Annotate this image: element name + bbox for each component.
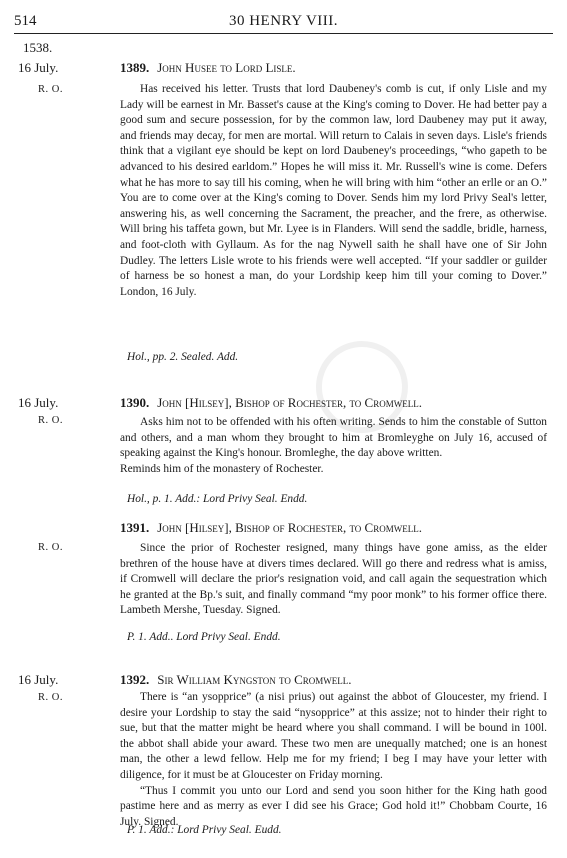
entry-date: 16 July. xyxy=(18,60,59,75)
entry-body xyxy=(120,541,547,619)
entry-heading xyxy=(120,60,296,76)
entry-paragraph: Asks him not to be offended with his often writing. Sends to him the constable of Sutton and others, and a man whom they brought to him at Bromleyghe on July 16, accused of speaking against the King's honour. Bromleghe, the day above written. xyxy=(120,416,547,460)
entry-footer: P. 1. Add.: Lord Privy Seal. Eudd. xyxy=(127,824,282,836)
entry-number: 1390. xyxy=(120,395,150,410)
entry-source: R. O. xyxy=(38,415,63,426)
entry-footer: Hol., p. 1. Add.: Lord Privy Seal. Endd. xyxy=(127,493,308,505)
entry-title: John [Hilsey], Bishop of Rochester, to Cromwell. xyxy=(157,395,422,410)
header-rule xyxy=(14,33,553,34)
entry-number: 1391. xyxy=(120,520,150,535)
running-title: 30 HENRY VIII. xyxy=(228,13,339,29)
entry-body xyxy=(120,415,547,477)
entry-footer: Hol., pp. 2. Sealed. Add. xyxy=(127,351,239,363)
page-number: 514 xyxy=(14,13,37,29)
entry-number: 1392. xyxy=(120,672,150,687)
entry-heading xyxy=(120,520,422,536)
entry-date: 16 July. xyxy=(18,395,59,410)
entry-paragraph: Reminds him of the monastery of Rochester. xyxy=(120,462,324,475)
entry-paragraph: There is “an ysopprice” (a nisi prius) out against the abbot of Gloucester, my friend. I desire your Lordship to stay the said “nysopprice” at this assize; not to hinder their right to sue, but that the matter might be heard where you shall command. I will be bound in 100l. the abbot shall abide your award. These two men are unequally matched; one is an honest man, the other a lewd fellow. Help me for my friend; I beg I may have your letter with diligence, for it must be at Gloucester on Friday morning. xyxy=(120,691,547,781)
entry-body xyxy=(120,82,547,300)
entry-source: R. O. xyxy=(38,542,63,553)
entry-title: John [Hilsey], Bishop of Rochester, to Cromwell. xyxy=(157,520,422,535)
entry-number: 1389. xyxy=(120,60,150,75)
entry-paragraph: “Thus I commit you unto our Lord and send you soon hither for the King hath good pastime here and as merry as ever I did see his Grace; God hold it!” Chobbam Courte, 16 July. Signed. xyxy=(120,784,547,828)
entry-heading xyxy=(120,395,422,411)
entry-title: Sir William Kyngston to Cromwell. xyxy=(157,672,352,687)
entry-title: John Husee to Lord Lisle. xyxy=(157,60,296,75)
entry-body xyxy=(120,690,547,830)
year-label: 1538. xyxy=(23,40,53,55)
entry-footer: P. 1. Add.. Lord Privy Seal. Endd. xyxy=(127,631,281,643)
entry-heading xyxy=(120,672,351,688)
entry-source: R. O. xyxy=(38,84,63,95)
entry-source: R. O. xyxy=(38,692,63,703)
running-header xyxy=(14,8,553,32)
entry-paragraph: Has received his letter. Trusts that lord Daubeney's comb is cut, if only Lisle and my Lady will be earnest in Mr. Basset's cause at the King's coming to Dover. He had better pay a good sum and secure possession, for by the common law, lord Daubeney may put it away, and friends may decay, for men are mortal. Will return to Calais in seven days. Lisle's friends think that a vigilant eye should be kept on lord Daubeney's proceedings, “who gapeth to be advanced to his desired earldom.” Hopes he will miss it. Mr. Russell's wine is come. Defers what he has more to say till his coming, when he will bring with him “other an erlle or an O.” You are to come over at the King's coming to Dover. Sends him my lord Privy Seal's letter, answering his, as well concerning the Sacrament, the preacher, and the frere, as otherwise. Will bring his taffeta gown, but Mr. Lyee is in Flanders. Will send the saddle, bridle, harness, and foot-cloth with Gyllaum. As for the nag Nywell saith he shall have one of Sir John Dudley. The letters Lisle wrote to his friends were well accepted. “If your saddler or guilder of harness be so honest a man, do your Lordship keep him till your coming to Dover.” London, 16 July. xyxy=(120,83,547,298)
entry-paragraph: Since the prior of Rochester resigned, many things have gone amiss, as the elder brethren of the house have at divers times declared. Will go there and redress what is amiss, if Cromwell will declare the prior's resignation void, and call again the sequestration which he granted at the Bp.'s suit, and finally command “my poor monk” to his former office there. Lambeth Mershe, Tuesday. Signed. xyxy=(120,542,547,617)
entry-date: 16 July. xyxy=(18,672,59,687)
